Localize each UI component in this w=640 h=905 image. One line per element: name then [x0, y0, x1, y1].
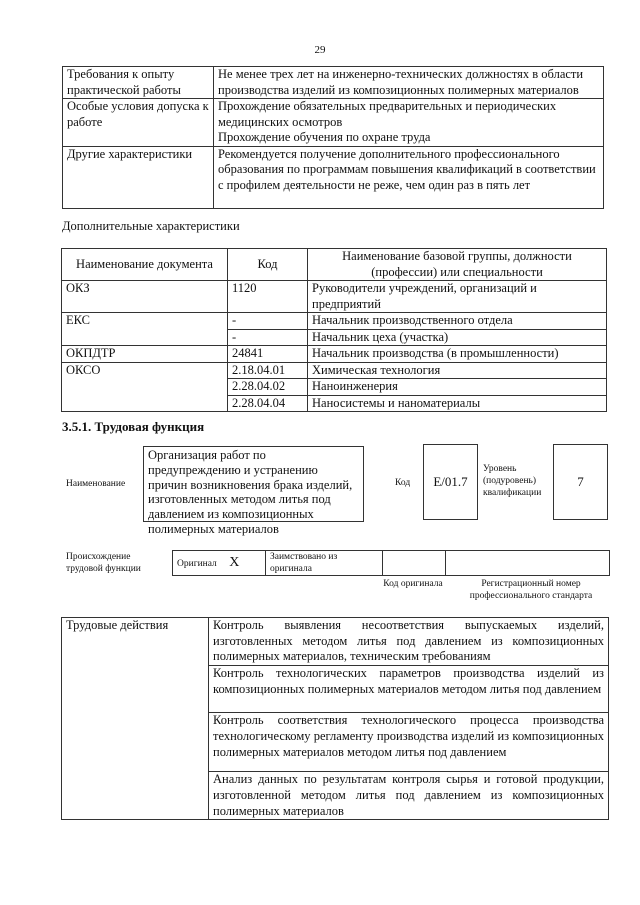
action-item: Анализ данных по результатам контроля сырья и готовой продукции, изготовленной методом литья под давлением из композиционных полимерных материалов: [209, 772, 609, 820]
cell-name: Руководители учреждений, организаций и предприятий: [308, 281, 607, 313]
cell-code: -: [228, 313, 308, 330]
header-document: Наименование документа: [62, 249, 228, 281]
cell-code: 2.28.04.02: [228, 379, 308, 396]
origin-original-mark: X: [229, 554, 240, 570]
cell-name: Наносистемы и наноматериалы: [308, 395, 607, 412]
cell-name: Начальник производства (в промышленности): [308, 346, 607, 363]
table-row: [63, 146, 604, 208]
table-header-row: [62, 249, 607, 281]
cell-name: Химическая технология: [308, 362, 607, 379]
function-title: 3.5.1. Трудовая функция: [62, 419, 205, 434]
function-code-value: E/01.7: [433, 474, 468, 489]
action-item: Контроль технологических параметров производства изделий из композиционных полимерных материалов методом литья под давлением: [209, 666, 609, 713]
cell-document: ЕКС: [62, 313, 228, 346]
additional-characteristics-title: Дополнительные характеристики: [62, 219, 240, 233]
name-label: Наименование: [66, 479, 126, 489]
cell-document: ОКЗ: [62, 281, 228, 313]
code-label: Код: [395, 478, 411, 488]
row-label: Особые условия допуска к работе: [63, 99, 214, 147]
function-name-box: Организация работ по предупреждению и устранению причин возникновения брака изделий, изготовленных методом литья под давлением из композиционных полимерных материалов: [143, 446, 364, 522]
table-row: [62, 313, 607, 330]
header-name: Наименование базовой группы, должности (профессии) или специальности: [308, 249, 607, 281]
cell-code: 2.28.04.04: [228, 395, 308, 412]
table-row: [62, 362, 607, 379]
additional-characteristics-table: [61, 248, 607, 412]
origin-code-value: [383, 551, 446, 576]
cell-document: ОКСО: [62, 362, 228, 412]
table-row: [173, 551, 610, 576]
labor-actions-table: [61, 617, 609, 820]
row-value-line: Прохождение обязательных предварительных и периодических медицинских осмотров: [218, 99, 557, 129]
table-row: [63, 99, 604, 147]
origin-reg-number-value: [446, 551, 610, 576]
original-code-caption: Код оригинала: [383, 579, 443, 589]
reg-number-caption: Регистрационный номер профессионального стандарта: [469, 579, 593, 601]
origin-label: Происхождение трудовой функции: [66, 552, 141, 574]
table-row: [62, 346, 607, 363]
origin-original-cell: [173, 551, 266, 576]
cell-name: Наноинженерия: [308, 379, 607, 396]
origin-original-label: Оригинал: [177, 558, 217, 569]
row-value: Не менее трех лет на инженерно-технических должностях в области производства изделий из композиционных полимерных материалов: [214, 67, 604, 99]
cell-document: ОКПДТР: [62, 346, 228, 363]
table-row: [62, 618, 609, 666]
function-level-box: [553, 444, 608, 520]
row-value: Рекомендуется получение дополнительного профессионального образования по программам повышения квалификаций в соответствии с профилем деятельности не реже, чем один раз в пять лет: [214, 146, 604, 208]
requirements-table: [62, 66, 604, 209]
header-code: Код: [228, 249, 308, 281]
row-label: Другие характеристики: [63, 146, 214, 208]
table-row: [63, 67, 604, 99]
action-item: Контроль выявления несоответствия выпускаемых изделий, изготовленных методом литья под давлением из композиционных полимерных материалов, техническим требованиям: [209, 618, 609, 666]
origin-borrowed-label: Заимствовано из оригинала: [266, 551, 383, 576]
row-value: [214, 99, 604, 147]
cell-name: Начальник производственного отдела: [308, 313, 607, 330]
table-row: [62, 281, 607, 313]
level-label: Уровень (подуровень) квалификации: [483, 464, 542, 498]
row-label: Требования к опыту практической работы: [63, 67, 214, 99]
cell-name: Начальник цеха (участка): [308, 329, 607, 346]
cell-code: -: [228, 329, 308, 346]
origin-table: [172, 550, 610, 576]
cell-code: 24841: [228, 346, 308, 363]
cell-code: 1120: [228, 281, 308, 313]
cell-code: 2.18.04.01: [228, 362, 308, 379]
action-item: Контроль соответствия технологического процесса производства технологическому регламенту производства изделий из композиционных полимерных материалов методом литья под давлением: [209, 713, 609, 772]
function-level-value: 7: [577, 474, 584, 489]
actions-label: Трудовые действия: [62, 618, 209, 820]
row-value-line: Прохождение обучения по охране труда: [218, 130, 431, 144]
page-number: 29: [314, 44, 326, 56]
function-code-box: [423, 444, 478, 520]
